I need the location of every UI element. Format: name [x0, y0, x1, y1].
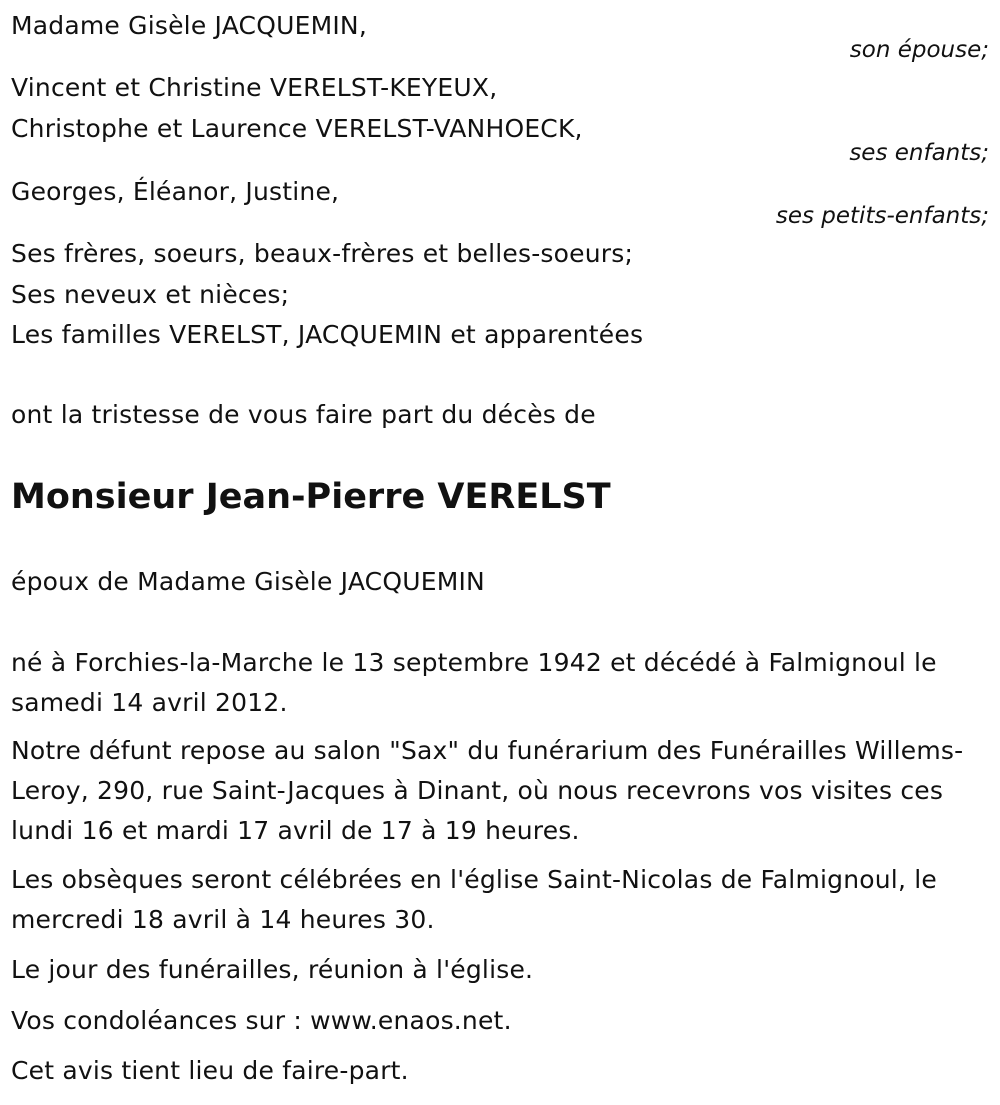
funeral-paragraph: Les obsèques seront célébrées en l'église Saint-Nicolas de Falmignoul, le mercredi 18 avril à 14 heures 30.: [11, 865, 937, 934]
notice-paragraph: Cet avis tient lieu de faire-part.: [11, 1056, 409, 1085]
grandchildren-role: ses petits-enfants;: [775, 203, 989, 229]
relatives-line: Ses frères, soeurs, beaux-frères et belles-soeurs;: [11, 239, 634, 268]
grandchildren-line: Georges, Éléanor, Justine,: [11, 177, 340, 206]
birth-death-paragraph: né à Forchies-la-Marche le 13 septembre 1942 et décédé à Falmignoul le samedi 14 avril 2012.: [11, 648, 937, 717]
relatives-line: Les familles VERELST, JACQUEMIN et apparentées: [11, 320, 644, 349]
announcement-text: ont la tristesse de vous faire part du décès de: [11, 400, 596, 429]
spouse-of-text: époux de Madame Gisèle JACQUEMIN: [11, 567, 485, 596]
spouse-line: Madame Gisèle JACQUEMIN,: [11, 11, 367, 40]
child-line: Vincent et Christine VERELST-KEYEUX,: [11, 73, 498, 102]
relatives-line: Ses neveux et nièces;: [11, 280, 290, 309]
meeting-paragraph: Le jour des funérailles, réunion à l'église.: [11, 955, 534, 984]
visitation-paragraph: Notre défunt repose au salon "Sax" du funérarium des Funérailles Willems-Leroy, 290, rue Saint-Jacques à Dinant, où nous recevrons vos visites ces lundi 16 et mardi 17 avril de 17 à 19 heures.: [11, 736, 964, 845]
spouse-role: son épouse;: [849, 37, 989, 63]
deceased-name: Monsieur Jean-Pierre VERELST: [11, 477, 611, 517]
child-line: Christophe et Laurence VERELST-VANHOECK,: [11, 114, 583, 143]
children-role: ses enfants;: [849, 140, 989, 166]
condolences-paragraph: Vos condoléances sur : www.enaos.net.: [11, 1006, 512, 1035]
